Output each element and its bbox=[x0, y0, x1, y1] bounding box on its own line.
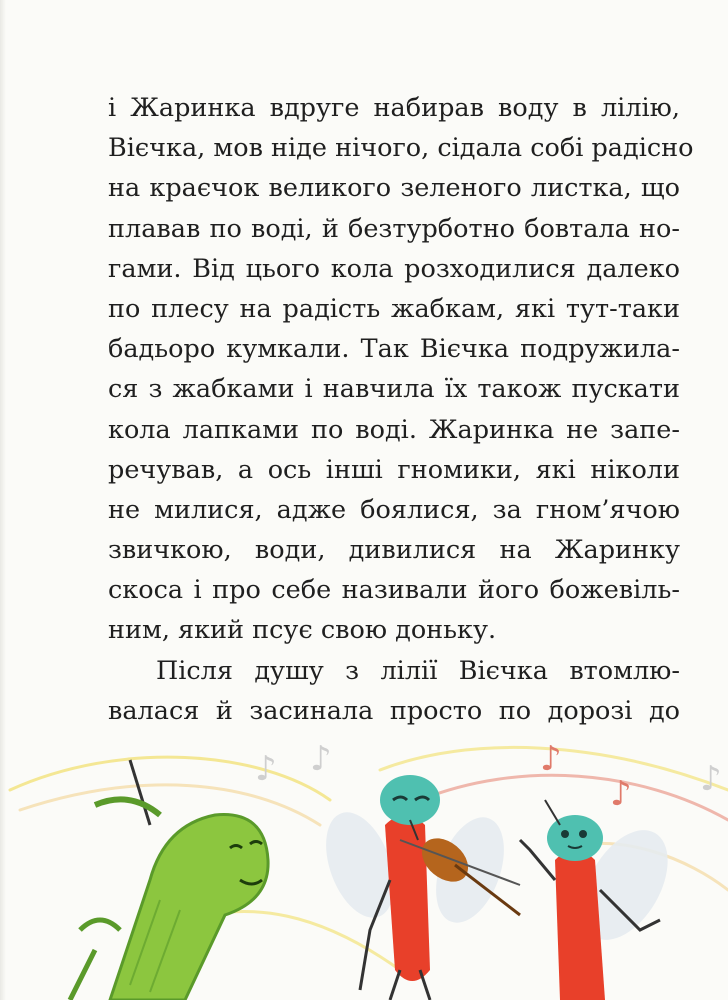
story-text bbox=[108, 88, 694, 731]
music-note-icon: ♪ bbox=[700, 759, 722, 799]
text-line: по плесу на радість жабкам, які тут-таки bbox=[108, 293, 680, 324]
music-notes bbox=[255, 739, 722, 814]
mosquito-violinist bbox=[313, 775, 520, 1000]
mosquito-dancer bbox=[520, 800, 685, 1000]
text-line-paragraph-end: ним, який псує свою доньку. bbox=[108, 615, 497, 646]
text-line: не милися, адже боялися, за гном’ячою bbox=[108, 494, 680, 525]
text-line: гами. Від цього кола розходилися далеко bbox=[108, 253, 680, 284]
text-line: бадьоро кумкали. Так Вієчка подружила- bbox=[108, 334, 680, 365]
music-note-icon: ♪ bbox=[255, 749, 277, 789]
text-line: ся з жабками і навчила їх також пускати bbox=[108, 374, 680, 405]
text-line: звичкою, води, дивилися на Жаринку bbox=[108, 535, 680, 566]
text-line: речував, а ось інші гномики, які ніколи bbox=[108, 454, 680, 485]
text-line: кола лапками по воді. Жаринка не запе- bbox=[108, 414, 680, 445]
music-note-icon: ♪ bbox=[310, 739, 332, 779]
conductor-baton bbox=[130, 760, 150, 825]
text-line: на краєчок великого зеленого листка, що bbox=[108, 173, 680, 204]
text-line: Вієчка, мов ніде нічого, сідала собі радісно bbox=[108, 133, 694, 164]
insect-orchestra-illustration bbox=[0, 730, 728, 1000]
text-line: і Жаринка вдруге набирав воду в лілію, bbox=[108, 93, 680, 123]
text-line: плавав по воді, й безтурботно бовтала но- bbox=[108, 213, 680, 244]
music-note-icon: ♪ bbox=[540, 739, 562, 779]
music-note-icon: ♪ bbox=[610, 774, 632, 814]
text-line: валася й засинала просто по дорозі до bbox=[108, 695, 680, 726]
text-line-paragraph-start: Після душу з лілії Вієчка втомлю- bbox=[156, 655, 680, 686]
grasshopper-conductor bbox=[70, 760, 268, 1000]
text-line: скоса і про себе називали його божевіль- bbox=[108, 575, 680, 606]
